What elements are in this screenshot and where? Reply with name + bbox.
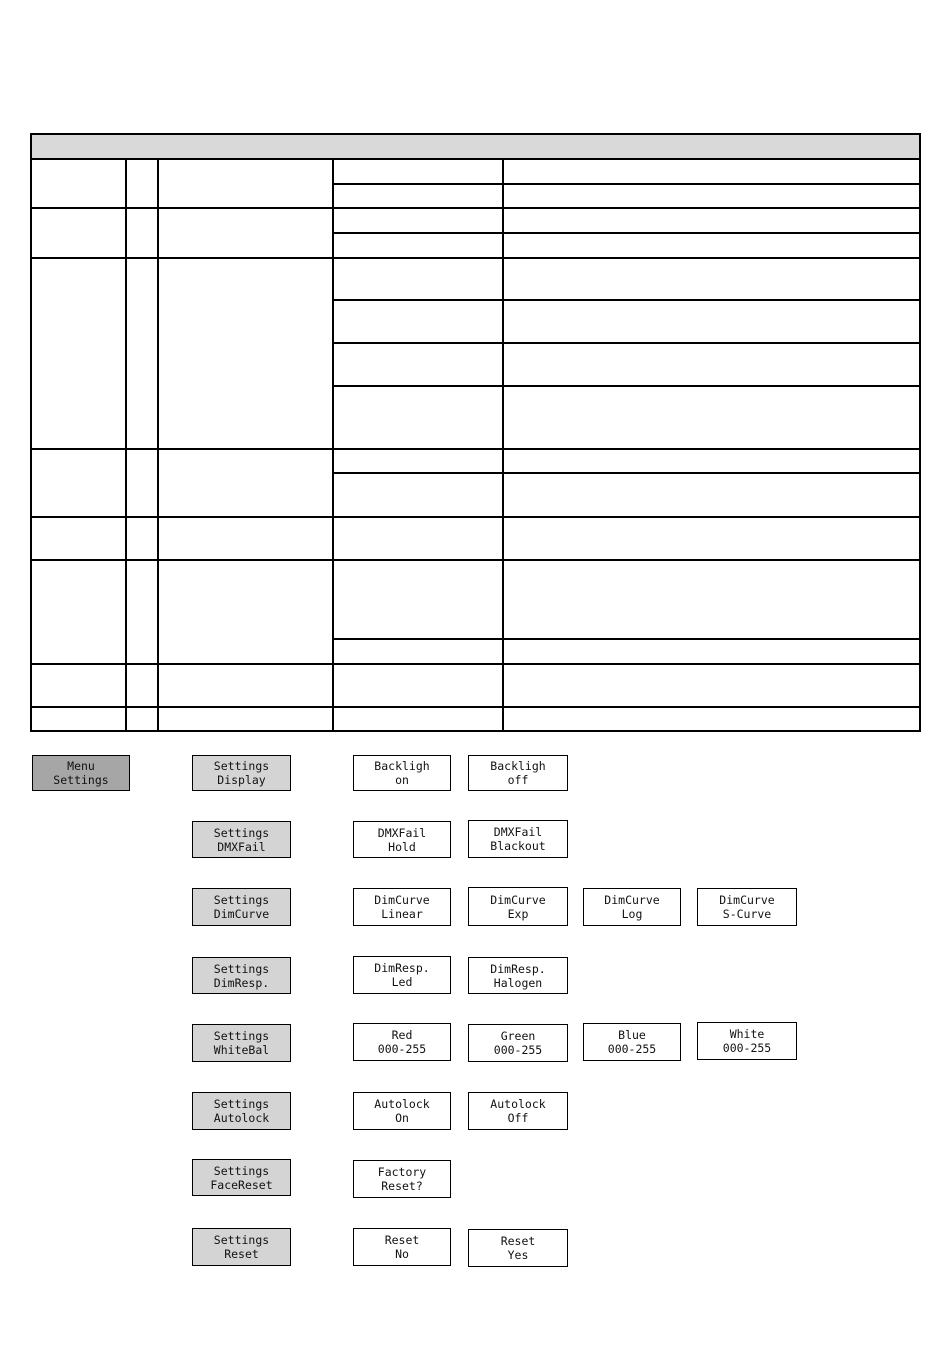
option-line2: on xyxy=(395,773,409,787)
table-rule xyxy=(30,706,921,708)
option-line1: DimResp. xyxy=(490,961,546,976)
option-line2: off xyxy=(507,773,529,787)
option-line1: Reset xyxy=(500,1234,536,1248)
settings-dmxfail-menu[interactable] xyxy=(192,821,291,858)
menu-line2: Reset xyxy=(224,1247,259,1261)
whitebal-green-option[interactable] xyxy=(468,1024,568,1062)
settings-autolock-menu[interactable] xyxy=(192,1092,291,1130)
backlight-on-option[interactable] xyxy=(353,755,451,791)
menu-root-line1: Menu xyxy=(67,759,95,773)
table-rule xyxy=(333,183,921,185)
table-border-left xyxy=(30,133,32,732)
option-line2: Exp xyxy=(507,906,529,921)
menu-root-line2: Settings xyxy=(53,773,109,787)
option-line1: Blue xyxy=(618,1028,646,1042)
table-rule xyxy=(30,207,921,209)
option-line2: 000-255 xyxy=(607,1042,657,1056)
option-line2: Led xyxy=(391,975,413,989)
dmxfail-blackout-option[interactable] xyxy=(468,820,568,858)
settings-facereset-menu[interactable] xyxy=(192,1159,291,1196)
menu-line2: DMXFail xyxy=(217,839,266,854)
menu-settings-root[interactable] xyxy=(32,755,130,791)
dmxfail-hold-option[interactable] xyxy=(353,821,451,858)
option-line2: Reset? xyxy=(381,1179,423,1193)
dimcurve-log-option[interactable] xyxy=(583,888,681,926)
settings-dimresp-menu[interactable] xyxy=(192,957,291,994)
settings-reset-menu[interactable] xyxy=(192,1228,291,1266)
option-line1: Autolock xyxy=(490,1097,546,1111)
option-line1: Reset xyxy=(384,1233,420,1247)
option-line2: 000-255 xyxy=(377,1042,427,1056)
menu-line1: Settings xyxy=(213,1029,270,1043)
factory-reset-option[interactable] xyxy=(353,1160,451,1198)
table-rule xyxy=(30,663,921,665)
table-column-rule xyxy=(332,158,334,732)
option-line2: No xyxy=(395,1247,409,1261)
option-line2: 000-255 xyxy=(722,1041,772,1055)
option-line2: Off xyxy=(507,1111,529,1125)
autolock-on-option[interactable] xyxy=(353,1092,451,1130)
dimcurve-exp-option[interactable] xyxy=(468,887,568,926)
settings-display-menu[interactable] xyxy=(192,755,291,791)
menu-line1: Settings xyxy=(213,759,270,773)
option-line1: DimCurve xyxy=(490,892,546,907)
reset-yes-option[interactable] xyxy=(468,1229,568,1267)
option-line2: On xyxy=(395,1111,409,1125)
option-line1: Autolock xyxy=(374,1097,430,1111)
option-line2: Halogen xyxy=(493,975,543,990)
option-line1: DimResp. xyxy=(374,961,430,975)
whitebal-white-option[interactable] xyxy=(697,1022,797,1060)
dimresp-led-option[interactable] xyxy=(353,956,451,994)
settings-whitebal-menu[interactable] xyxy=(192,1024,291,1062)
option-line2: S-Curve xyxy=(722,907,772,921)
option-line1: DMXFail xyxy=(377,825,427,840)
menu-line2: WhiteBal xyxy=(213,1043,270,1057)
dimcurve-linear-option[interactable] xyxy=(353,888,451,926)
dimresp-halogen-option[interactable] xyxy=(468,957,568,994)
table-rule xyxy=(30,448,921,450)
table-rule xyxy=(333,232,921,234)
table-column-rule xyxy=(157,158,159,732)
table-border-right xyxy=(919,133,921,732)
reset-no-option[interactable] xyxy=(353,1228,451,1266)
option-line2: Log xyxy=(621,907,643,921)
menu-line2: FaceReset xyxy=(210,1177,273,1192)
table-rule xyxy=(333,385,921,387)
option-line1: Backligh xyxy=(490,759,546,773)
autolock-off-option[interactable] xyxy=(468,1092,568,1130)
settings-dimcurve-menu[interactable] xyxy=(192,888,291,926)
option-line2: Yes xyxy=(507,1248,529,1262)
table-rule xyxy=(30,516,921,518)
backlight-off-option[interactable] xyxy=(468,755,568,791)
table-rule xyxy=(333,638,921,640)
option-line1: DimCurve xyxy=(604,893,660,907)
table-column-rule xyxy=(125,158,127,732)
menu-line2: DimResp. xyxy=(213,975,270,990)
dimcurve-scurve-option[interactable] xyxy=(697,888,797,926)
menu-line2: DimCurve xyxy=(213,907,270,921)
table-rule xyxy=(333,342,921,344)
option-line1: White xyxy=(729,1027,765,1041)
menu-line2: Display xyxy=(217,773,266,787)
menu-line2: Autolock xyxy=(213,1111,270,1125)
option-line2: 000-255 xyxy=(493,1043,543,1057)
table-column-rule xyxy=(502,158,504,732)
option-line2: Linear xyxy=(381,907,423,921)
menu-line1: Settings xyxy=(213,1163,270,1178)
option-line2: Hold xyxy=(388,839,416,854)
whitebal-red-option[interactable] xyxy=(353,1023,451,1061)
menu-line1: Settings xyxy=(213,825,270,840)
option-line1: Green xyxy=(500,1029,536,1043)
table-rule xyxy=(30,559,921,561)
table-header-row xyxy=(31,134,920,159)
option-line1: Factory xyxy=(377,1165,427,1179)
menu-line1: Settings xyxy=(213,1233,270,1247)
option-line1: Backligh xyxy=(374,759,430,773)
option-line2: Blackout xyxy=(490,839,546,853)
table-rule xyxy=(333,299,921,301)
option-line1: DimCurve xyxy=(374,893,430,907)
whitebal-blue-option[interactable] xyxy=(583,1023,681,1061)
option-line1: Red xyxy=(391,1028,413,1042)
menu-line1: Settings xyxy=(213,893,270,907)
table-rule xyxy=(333,472,921,474)
table-border-bottom xyxy=(30,730,921,732)
option-line1: DimCurve xyxy=(719,893,775,907)
table-rule xyxy=(30,257,921,259)
menu-line1: Settings xyxy=(213,1097,270,1111)
option-line1: DMXFail xyxy=(493,825,543,839)
menu-line1: Settings xyxy=(213,961,270,976)
